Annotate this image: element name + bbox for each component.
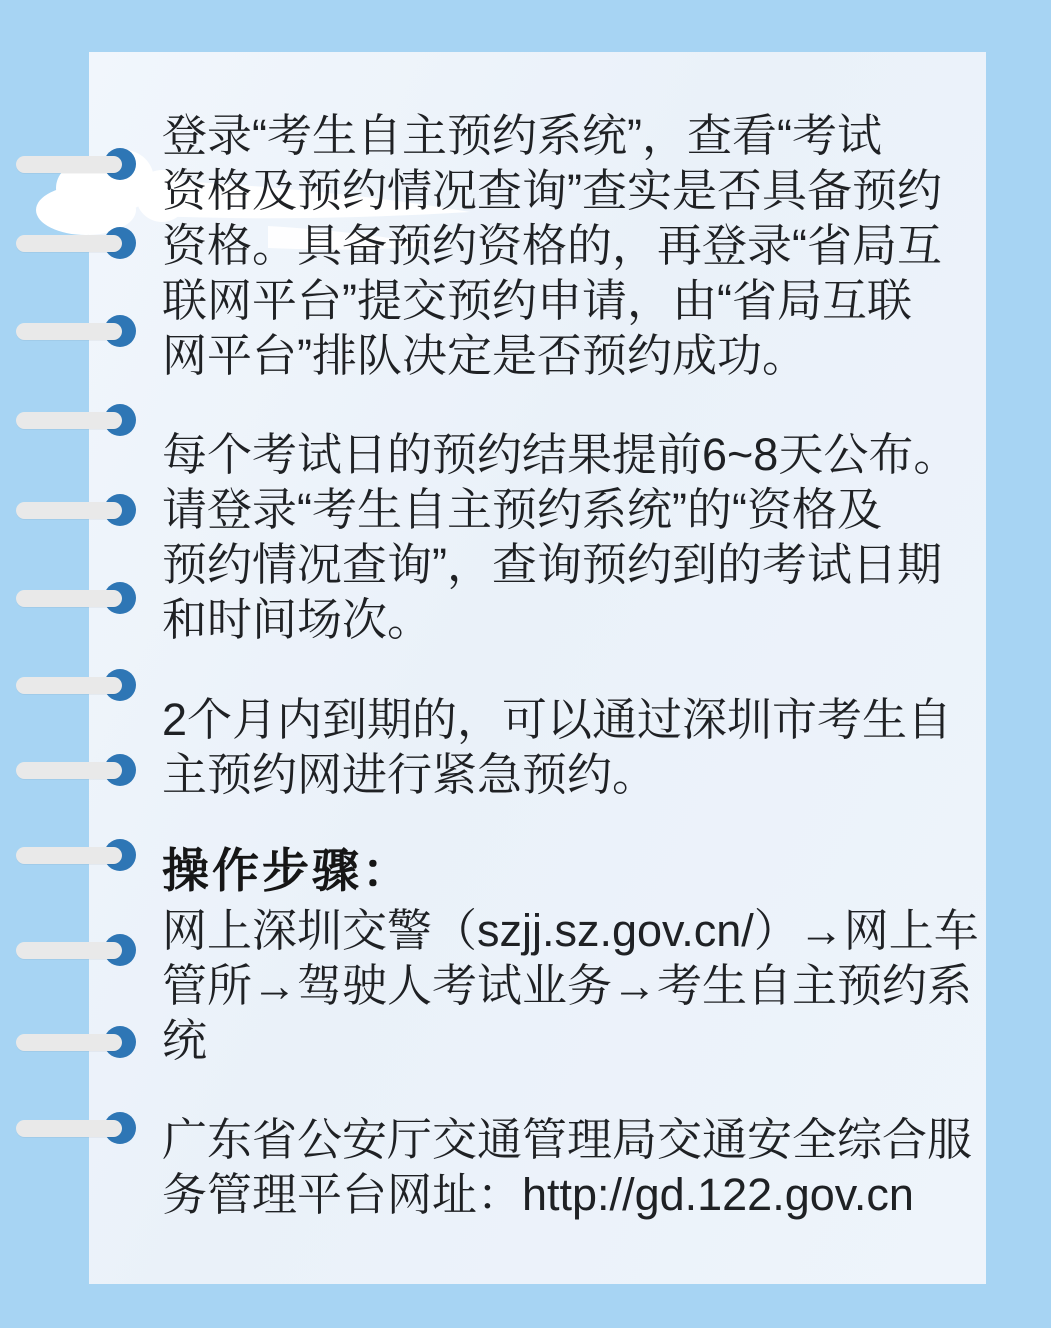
- ring-bar-icon: [16, 677, 122, 694]
- binder-ring: [16, 315, 136, 347]
- text-line: 请登录“考生自主预约系统”的“资格及: [162, 484, 882, 535]
- binder-ring: [16, 227, 136, 259]
- paragraph-platform-url: [162, 1112, 984, 1222]
- binder-rings: [0, 0, 160, 1328]
- binder-ring: [16, 934, 136, 966]
- steps-heading: 操作步骤：: [162, 844, 412, 897]
- paragraph-result-announcement: [162, 427, 984, 647]
- ring-bar-icon: [16, 590, 122, 607]
- text-line: 管所→驾驶人考试业务→考生自主预约系: [162, 960, 973, 1011]
- ring-bar-icon: [16, 502, 122, 519]
- text-line: 主预约网进行紧急预约。: [162, 749, 658, 800]
- ring-bar-icon: [16, 847, 122, 864]
- text-line: 联网平台”提交预约申请，由“省局互联: [162, 275, 912, 326]
- text-line: 资格。具备预约资格的，再登录“省局互: [162, 220, 942, 271]
- ring-bar-icon: [16, 762, 122, 779]
- ring-bar-icon: [16, 156, 122, 173]
- binder-ring: [16, 1112, 136, 1144]
- ring-bar-icon: [16, 235, 122, 252]
- text-line: 2个月内到期的，可以通过深圳市考生自: [162, 694, 953, 745]
- text-line: 预约情况查询”，查询预约到的考试日期: [162, 539, 942, 590]
- text-line: 网平台”排队决定是否预约成功。: [162, 330, 807, 381]
- binder-ring: [16, 494, 136, 526]
- binder-ring: [16, 148, 136, 180]
- binder-ring: [16, 582, 136, 614]
- page-content: [162, 108, 984, 1222]
- binder-ring: [16, 404, 136, 436]
- text-line: 登录“考生自主预约系统”，查看“考试: [162, 110, 882, 161]
- paragraph-urgent-booking: [162, 692, 984, 802]
- ring-bar-icon: [16, 323, 122, 340]
- binder-ring: [16, 1026, 136, 1058]
- binder-ring: [16, 754, 136, 786]
- text-line: 广东省公安厅交通管理局交通安全综合服: [162, 1114, 973, 1165]
- binder-ring: [16, 669, 136, 701]
- ring-bar-icon: [16, 1120, 122, 1137]
- ring-bar-icon: [16, 412, 122, 429]
- binder-ring: [16, 839, 136, 871]
- text-line: 务管理平台网址：http://gd.122.gov.cn: [162, 1169, 914, 1220]
- text-line: 和时间场次。: [162, 594, 433, 645]
- text-line: 网上深圳交警（szjj.sz.gov.cn/）→网上车: [162, 905, 979, 956]
- text-line: 每个考试日的预约结果提前6~8天公布。: [162, 429, 959, 480]
- ring-bar-icon: [16, 942, 122, 959]
- text-line: 资格及预约情况查询”查实是否具备预约: [162, 165, 942, 216]
- paragraph-eligibility-check: [162, 108, 984, 383]
- text-line: 统: [162, 1015, 208, 1066]
- ring-bar-icon: [16, 1034, 122, 1051]
- paragraph-operation-steps: [162, 903, 984, 1068]
